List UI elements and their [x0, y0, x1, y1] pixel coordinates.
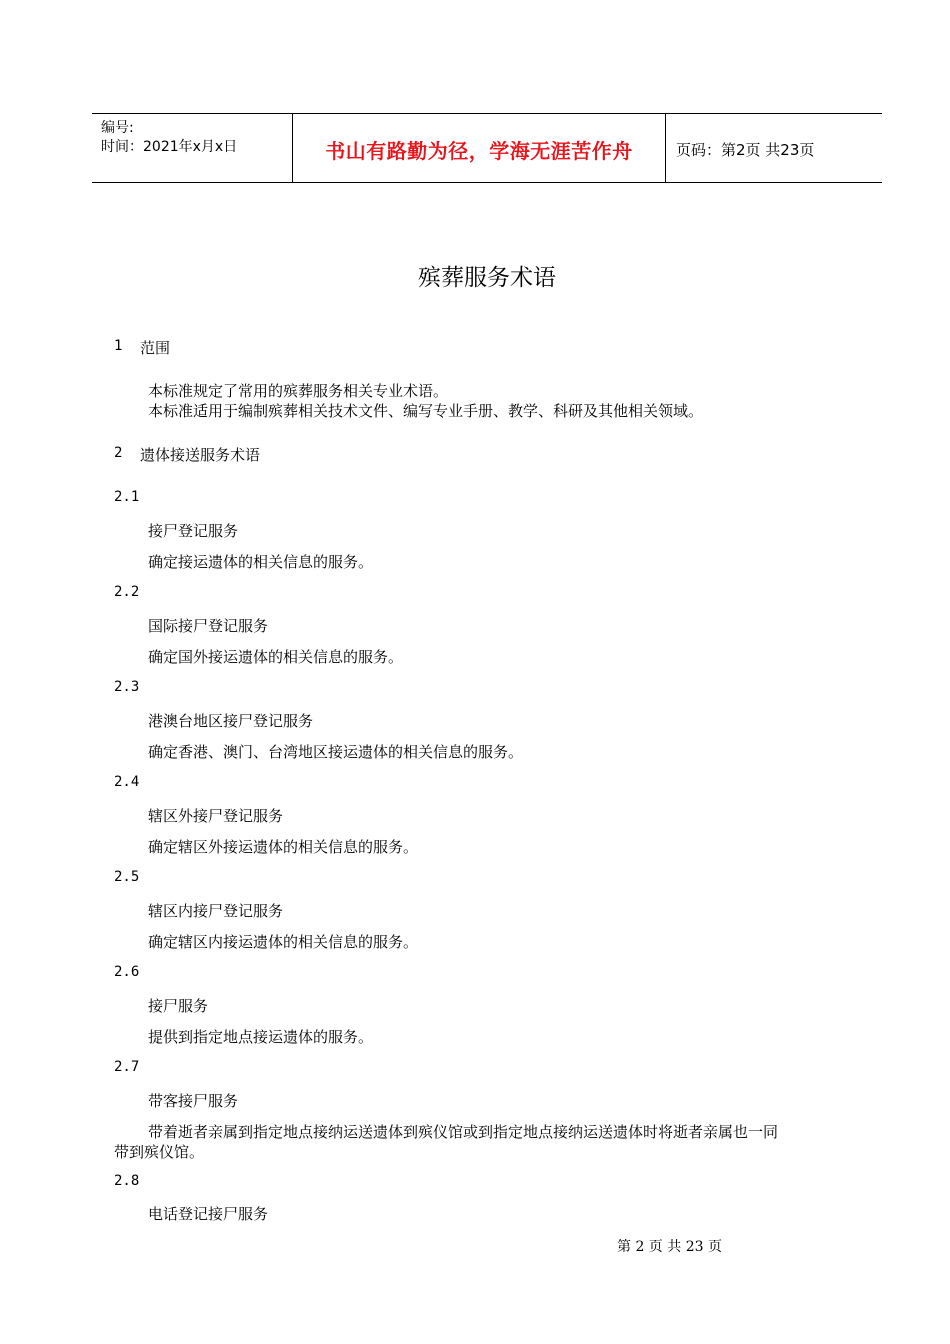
page-footer: 第 2 页 共 23 页 — [617, 1239, 722, 1255]
term-number: 2.3 — [114, 679, 140, 695]
header-motto-cell — [293, 114, 666, 182]
term-name: 接尸服务 — [148, 997, 209, 1015]
header-page-info: 页码：第2页 共23页 — [676, 141, 815, 159]
term-definition: 确定接运遗体的相关信息的服务。 — [148, 553, 374, 571]
term-name: 港澳台地区接尸登记服务 — [148, 712, 314, 730]
term-definition-continued: 带到殡仪馆。 — [114, 1143, 205, 1161]
term-definition: 提供到指定地点接运遗体的服务。 — [148, 1028, 374, 1046]
term-number: 2.7 — [114, 1059, 140, 1075]
document-title: 殡葬服务术语 — [418, 265, 556, 291]
term-definition: 确定辖区内接运遗体的相关信息的服务。 — [148, 933, 419, 951]
section-title: 遗体接送服务术语 — [140, 446, 261, 464]
term-number: 2.5 — [114, 869, 140, 885]
header-meta-cell — [92, 114, 293, 182]
term-definition: 带着逝者亲属到指定地点接纳运送遗体到殡仪馆或到指定地点接纳运送遗体时将逝者亲属也一同 — [148, 1123, 779, 1141]
term-number: 2.8 — [114, 1173, 140, 1189]
paragraph: 本标准规定了常用的殡葬服务相关专业术语。 — [148, 382, 449, 400]
term-name: 接尸登记服务 — [148, 522, 239, 540]
header-page-cell — [666, 114, 882, 182]
document-number-label: 编号: — [101, 120, 134, 136]
section-number: 1 — [114, 338, 123, 354]
term-name: 国际接尸登记服务 — [148, 617, 269, 635]
header-motto: 书山有路勤为径，学海无涯苦作舟 — [325, 139, 633, 163]
term-name: 辖区内接尸登记服务 — [148, 902, 284, 920]
term-name: 辖区外接尸登记服务 — [148, 807, 284, 825]
term-definition: 确定国外接运遗体的相关信息的服务。 — [148, 648, 404, 666]
term-number: 2.1 — [114, 489, 140, 505]
page-header — [92, 113, 882, 183]
term-definition: 确定香港、澳门、台湾地区接运遗体的相关信息的服务。 — [148, 743, 524, 761]
term-number: 2.6 — [114, 964, 140, 980]
term-number: 2.2 — [114, 584, 140, 600]
term-name: 带客接尸服务 — [148, 1092, 239, 1110]
section-title: 范围 — [140, 339, 171, 357]
document-time-label: 时间：2021年x月x日 — [101, 139, 238, 155]
section-number: 2 — [114, 445, 123, 461]
term-definition: 确定辖区外接运遗体的相关信息的服务。 — [148, 838, 419, 856]
term-name: 电话登记接尸服务 — [148, 1205, 269, 1223]
paragraph: 本标准适用于编制殡葬相关技术文件、编写专业手册、教学、科研及其他相关领域。 — [148, 402, 704, 420]
term-number: 2.4 — [114, 774, 140, 790]
